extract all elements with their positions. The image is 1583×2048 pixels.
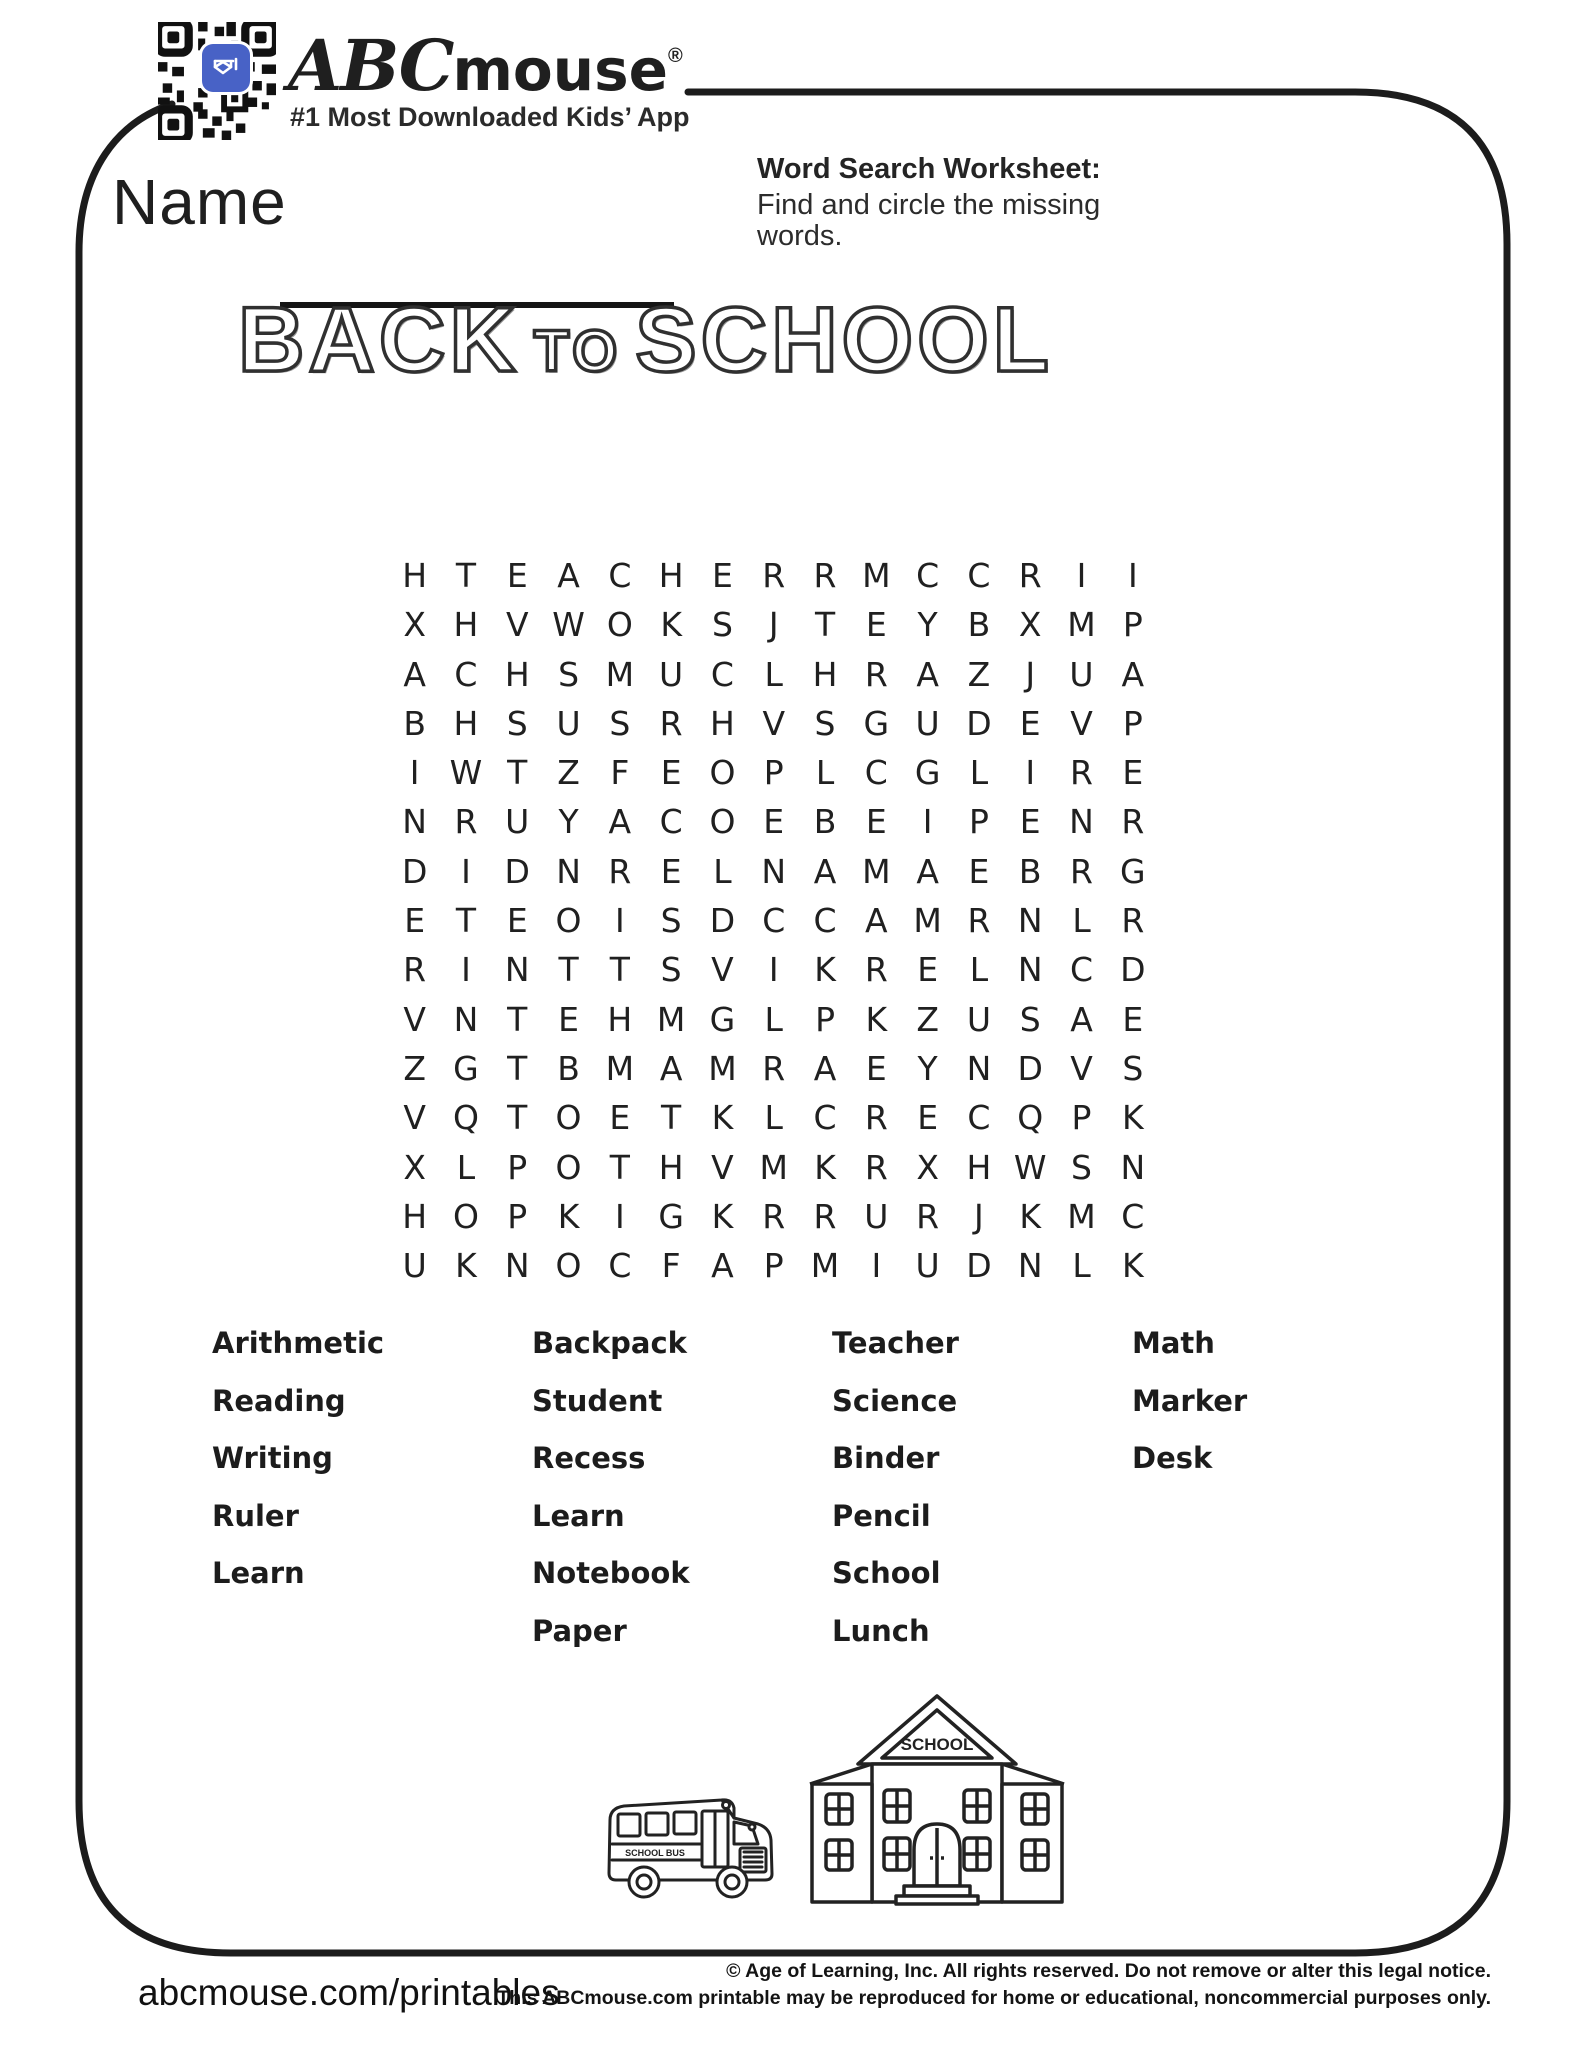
word-column <box>1132 1326 1247 1671</box>
grid-letter: Z <box>916 999 939 1039</box>
grid-letter: C <box>967 556 991 595</box>
grid-letter: T <box>661 1098 682 1138</box>
open-book-icon <box>211 53 241 83</box>
grid-letter: A <box>557 556 580 595</box>
grid-letter: K <box>455 1246 477 1286</box>
grid-letter: E <box>865 605 887 645</box>
grid-letter: M <box>605 654 635 694</box>
grid-row <box>389 1192 1158 1241</box>
grid-letter: F <box>661 1246 681 1286</box>
grid-letter: M <box>1067 605 1096 645</box>
grid-row <box>389 1044 1158 1093</box>
grid-letter: C <box>916 556 940 595</box>
word-column <box>532 1326 832 1671</box>
word-item: Desk <box>1132 1441 1213 1475</box>
grid-letter: R <box>762 1196 786 1236</box>
word-item: School <box>832 1556 941 1590</box>
grid-letter: K <box>1121 1246 1144 1286</box>
grid-letter: P <box>1071 1098 1092 1138</box>
grid-letter: E <box>404 901 426 941</box>
grid-letter: K <box>1019 1196 1042 1236</box>
grid-letter: A <box>711 1246 734 1286</box>
grid-letter: P <box>815 999 835 1039</box>
grid-letter: T <box>609 1147 630 1187</box>
grid-letter: E <box>660 851 682 891</box>
grid-letter: T <box>455 556 477 595</box>
grid-letter: E <box>865 1048 887 1088</box>
grid-letter: U <box>556 703 581 743</box>
word-item: Writing <box>212 1441 333 1475</box>
grid-letter: P <box>763 753 784 793</box>
grid-letter: L <box>456 1147 476 1187</box>
grid-letter: S <box>558 654 580 694</box>
grid-letter: I <box>461 950 471 990</box>
grid-letter: G <box>658 1196 684 1236</box>
word-item: Pencil <box>832 1498 931 1533</box>
grid-letter: D <box>504 851 530 891</box>
school-bus-illustration <box>600 1778 785 1913</box>
grid-letter: Z <box>557 753 580 793</box>
grid-letter: A <box>813 851 837 891</box>
grid-row <box>389 748 1158 797</box>
grid-letter: N <box>504 950 530 990</box>
grid-letter: W <box>449 753 483 793</box>
grid-letter: N <box>1017 950 1043 990</box>
registered-mark: ® <box>667 45 683 67</box>
grid-letter: P <box>1122 605 1143 645</box>
grid-letter: H <box>658 556 684 595</box>
grid-letter: E <box>917 1098 939 1138</box>
grid-letter: P <box>1122 703 1143 743</box>
grid-letter: R <box>813 556 837 595</box>
grid-letter: H <box>453 605 479 645</box>
grid-letter: V <box>403 999 426 1039</box>
grid-letter: E <box>1122 999 1144 1039</box>
grid-letter: V <box>762 703 786 743</box>
grid-letter: E <box>609 1098 631 1138</box>
grid-letter: R <box>454 802 478 842</box>
grid-letter: R <box>813 1196 837 1236</box>
grid-letter: H <box>402 556 428 595</box>
grid-letter: N <box>761 851 787 891</box>
legal-notice <box>497 1958 1491 2013</box>
grid-letter: U <box>915 1246 940 1286</box>
grid-letter: A <box>659 1048 683 1088</box>
grid-letter: L <box>764 1098 783 1138</box>
grid-letter: I <box>768 950 779 990</box>
grid-letter: E <box>506 556 528 595</box>
grid-letter: U <box>402 1246 427 1286</box>
grid-letter: X <box>916 1147 939 1187</box>
grid-letter: B <box>1018 851 1042 891</box>
grid-letter: O <box>452 1196 479 1236</box>
grid-row <box>389 995 1158 1044</box>
grid-letter: Q <box>1017 1098 1044 1138</box>
grid-letter: M <box>708 1048 737 1088</box>
grid-letter: N <box>1017 1246 1043 1286</box>
grid-letter: O <box>709 753 736 793</box>
grid-letter: A <box>1070 999 1093 1039</box>
grid-letter: L <box>764 654 783 694</box>
grid-row <box>389 699 1158 748</box>
grid-letter: O <box>709 802 736 842</box>
grid-letter: H <box>710 703 735 743</box>
legal-line2: This ABCmouse.com printable may be reproduced for home or educational, noncommercial purposes only. <box>497 1987 1491 2010</box>
grid-letter: G <box>914 753 941 793</box>
word-search-grid <box>389 551 1158 1290</box>
grid-letter: D <box>966 703 992 743</box>
word-item: Reading <box>212 1383 346 1418</box>
grid-letter: K <box>814 950 836 990</box>
grid-letter: U <box>966 999 991 1039</box>
grid-letter: Q <box>452 1098 479 1138</box>
grid-letter: V <box>1070 1048 1093 1088</box>
grid-letter: C <box>813 901 837 941</box>
grid-letter: J <box>974 1196 984 1236</box>
word-item: Math <box>1132 1326 1215 1360</box>
grid-letter: K <box>865 999 888 1039</box>
grid-letter: E <box>506 901 528 941</box>
grid-letter: I <box>871 1246 882 1286</box>
grid-letter: I <box>1025 753 1036 793</box>
grid-row <box>389 847 1158 896</box>
word-list <box>212 1326 1247 1671</box>
grid-letter: S <box>1019 999 1041 1039</box>
grid-letter: M <box>656 999 686 1039</box>
grid-letter: B <box>557 1048 580 1088</box>
grid-letter: R <box>1018 556 1042 595</box>
grid-row <box>389 1143 1158 1192</box>
grid-letter: M <box>759 1147 788 1187</box>
legal-line1: © Age of Learning, Inc. All rights reserved. Do not remove or alter this legal notice. <box>726 1960 1491 1982</box>
grid-letter: E <box>1019 703 1041 743</box>
grid-letter: L <box>969 753 989 793</box>
grid-letter: V <box>1070 703 1093 743</box>
grid-letter: B <box>403 703 426 743</box>
grid-letter: D <box>966 1246 992 1286</box>
grid-row <box>389 650 1158 699</box>
grid-letter: K <box>711 1196 734 1236</box>
grid-letter: M <box>862 556 891 595</box>
grid-letter: R <box>967 901 991 941</box>
word-item: Recess <box>532 1441 646 1475</box>
grid-letter: C <box>864 753 888 793</box>
grid-letter: R <box>1121 802 1145 842</box>
grid-row <box>389 551 1158 600</box>
grid-letter: N <box>1120 1147 1146 1187</box>
grid-letter: J <box>1025 654 1036 694</box>
school-building-icon <box>806 1690 1068 1908</box>
grid-letter: T <box>814 605 836 645</box>
word-item: Paper <box>532 1613 627 1648</box>
grid-letter: C <box>608 1246 632 1286</box>
grid-letter: L <box>1072 1246 1091 1286</box>
grid-letter: D <box>709 901 736 941</box>
worksheet-title: Word Search Worksheet: <box>757 153 1101 185</box>
bus-side-label: SCHOOL BUS <box>625 1848 685 1858</box>
grid-letter: U <box>864 1196 889 1236</box>
grid-letter: N <box>556 851 581 891</box>
grid-letter: N <box>966 1048 992 1088</box>
grid-row <box>389 1093 1158 1142</box>
grid-letter: V <box>403 1098 426 1138</box>
grid-letter: V <box>711 950 734 990</box>
grid-letter: Y <box>558 802 579 842</box>
grid-letter: K <box>557 1196 580 1236</box>
grid-letter: R <box>762 1048 786 1088</box>
grid-letter: R <box>608 851 632 891</box>
grid-letter: S <box>660 950 682 990</box>
grid-letter: D <box>1120 950 1146 990</box>
grid-letter: D <box>1017 1048 1043 1088</box>
grid-letter: A <box>916 851 939 891</box>
grid-letter: S <box>660 901 682 941</box>
grid-letter: E <box>558 999 579 1039</box>
grid-letter: I <box>614 901 625 941</box>
word-item: Binder <box>832 1441 940 1475</box>
word-item: Lunch <box>832 1613 930 1648</box>
grid-letter: I <box>614 1196 625 1236</box>
grid-letter: Y <box>917 1048 938 1088</box>
grid-letter: C <box>1121 1196 1145 1236</box>
instructions-line1: Find and circle the missing <box>757 189 1101 221</box>
grid-letter: N <box>504 1246 530 1286</box>
abcmouse-app-icon <box>202 44 250 92</box>
grid-letter: O <box>606 605 633 645</box>
grid-letter: C <box>813 1098 837 1138</box>
word-item: Learn <box>212 1556 305 1590</box>
worksheet-instructions <box>757 190 1100 253</box>
grid-letter: N <box>1017 901 1043 941</box>
grid-letter: Z <box>967 654 991 694</box>
grid-letter: C <box>608 556 632 595</box>
grid-letter: O <box>555 901 582 941</box>
grid-letter: T <box>507 999 528 1039</box>
grid-letter: V <box>505 605 529 645</box>
grid-letter: P <box>968 802 989 842</box>
grid-letter: E <box>917 950 939 990</box>
grid-letter: U <box>659 654 684 694</box>
instructions-line2: words. <box>757 220 843 253</box>
grid-letter: U <box>505 802 530 842</box>
word-item: Teacher <box>832 1326 959 1360</box>
grid-letter: B <box>813 802 837 842</box>
grid-letter: X <box>403 605 426 645</box>
grid-letter: A <box>813 1048 837 1088</box>
brand-tagline: #1 Most Downloaded Kids’ App <box>290 102 690 132</box>
school-sign-label: SCHOOL <box>900 1735 974 1754</box>
grid-letter: W <box>1013 1147 1047 1187</box>
grid-letter: S <box>1122 1048 1144 1088</box>
grid-letter: E <box>968 851 990 891</box>
grid-letter: Y <box>917 605 938 645</box>
word-item: Learn <box>532 1498 625 1533</box>
grid-letter: J <box>768 605 779 645</box>
grid-letter: H <box>504 654 530 694</box>
grid-letter: P <box>763 1246 784 1286</box>
grid-letter: C <box>1069 950 1094 990</box>
word-item: Student <box>532 1383 663 1418</box>
word-item: Notebook <box>532 1556 690 1590</box>
grid-letter: I <box>461 851 471 891</box>
grid-letter: L <box>713 851 732 891</box>
grid-letter: E <box>660 753 682 793</box>
grid-letter: R <box>864 654 888 694</box>
word-item: Science <box>832 1383 958 1418</box>
name-label: Name <box>112 166 287 238</box>
word-item: Marker <box>1132 1383 1248 1418</box>
grid-letter: K <box>1121 1098 1144 1138</box>
grid-letter: A <box>916 654 939 694</box>
grid-letter: R <box>1070 753 1093 793</box>
grid-letter: R <box>659 703 683 743</box>
grid-letter: U <box>915 703 940 743</box>
grid-letter: A <box>865 901 888 941</box>
grid-letter: E <box>712 556 733 595</box>
grid-letter: G <box>453 1048 479 1088</box>
grid-letter: E <box>865 802 887 842</box>
grid-letter: C <box>710 654 734 694</box>
word-item: Ruler <box>212 1498 299 1533</box>
school-building-illustration <box>806 1690 1068 1908</box>
brand-mouse: mouse <box>452 36 668 104</box>
grid-letter: W <box>552 605 585 645</box>
grid-letter: P <box>507 1147 528 1187</box>
grid-letter: U <box>1069 654 1094 694</box>
grid-letter: E <box>1122 753 1144 793</box>
grid-letter: L <box>764 999 783 1039</box>
grid-letter: M <box>913 901 942 941</box>
grid-letter: T <box>609 950 630 990</box>
grid-letter: P <box>507 1196 528 1236</box>
grid-letter: H <box>402 1196 428 1236</box>
grid-letter: S <box>1071 1147 1092 1187</box>
grid-letter: M <box>1067 1196 1096 1236</box>
word-item: Backpack <box>532 1326 687 1360</box>
grid-letter: R <box>864 950 888 990</box>
grid-letter: I <box>1127 556 1138 595</box>
grid-letter: R <box>864 1147 888 1187</box>
grid-letter: I <box>409 753 420 793</box>
grid-letter: T <box>558 950 579 990</box>
grid-letter: C <box>762 901 786 941</box>
grid-letter: N <box>402 802 427 842</box>
word-column <box>832 1326 1132 1671</box>
grid-letter: S <box>711 605 733 645</box>
grid-letter: D <box>401 851 428 891</box>
grid-letter: R <box>916 1196 940 1236</box>
grid-letter: O <box>555 1246 582 1286</box>
brand-wordmark <box>288 24 683 107</box>
grid-letter: O <box>555 1147 582 1187</box>
grid-letter: S <box>814 703 836 743</box>
grid-letter: N <box>1069 802 1094 842</box>
grid-letter: H <box>658 1147 684 1187</box>
grid-letter: A <box>608 802 632 842</box>
school-bus-icon <box>600 1778 785 1913</box>
grid-letter: L <box>815 753 835 793</box>
grid-letter: L <box>1072 901 1091 941</box>
grid-letter: L <box>969 950 989 990</box>
grid-row <box>389 1241 1158 1290</box>
qr-code <box>158 22 276 140</box>
grid-letter: I <box>922 802 933 842</box>
grid-letter: V <box>711 1147 734 1187</box>
grid-letter: G <box>1120 851 1146 891</box>
grid-letter: C <box>967 1098 991 1138</box>
grid-letter: H <box>453 703 479 743</box>
grid-letter: M <box>605 1048 635 1088</box>
grid-letter: I <box>1076 556 1087 595</box>
grid-letter: K <box>814 1147 836 1187</box>
grid-letter: S <box>506 703 528 743</box>
printables-url[interactable]: abcmouse.com/printables <box>138 1972 560 2013</box>
grid-letter: T <box>507 753 528 793</box>
grid-letter: R <box>762 556 786 595</box>
grid-letter: K <box>660 605 682 645</box>
grid-letter: O <box>555 1098 582 1138</box>
grid-letter: G <box>863 703 890 743</box>
grid-letter: X <box>1018 605 1042 645</box>
grid-row <box>389 896 1158 945</box>
grid-letter: A <box>403 654 426 694</box>
grid-letter: K <box>711 1098 734 1138</box>
grid-letter: E <box>763 802 785 842</box>
grid-row <box>389 945 1158 994</box>
grid-letter: H <box>607 999 633 1039</box>
grid-letter: H <box>966 1147 992 1187</box>
grid-row <box>389 797 1158 846</box>
word-column <box>212 1326 532 1671</box>
grid-letter: Z <box>403 1048 426 1088</box>
grid-letter: N <box>453 999 479 1039</box>
title-word-school: SCHOOL <box>635 289 1053 391</box>
grid-row <box>389 600 1158 649</box>
grid-letter: S <box>609 703 631 743</box>
grid-letter: M <box>810 1246 840 1286</box>
grid-letter: G <box>709 999 736 1039</box>
grid-letter: R <box>1070 851 1093 891</box>
grid-letter: E <box>1019 802 1041 842</box>
grid-letter: F <box>610 753 630 793</box>
grid-letter: C <box>659 802 683 842</box>
grid-letter: C <box>454 654 478 694</box>
puzzle-title <box>238 288 1053 393</box>
grid-letter: R <box>1121 901 1145 941</box>
grid-letter: T <box>507 1098 528 1138</box>
grid-letter: T <box>455 901 477 941</box>
grid-letter: B <box>967 605 991 645</box>
grid-letter: R <box>403 950 427 990</box>
brand-abc: ABC <box>288 24 453 107</box>
grid-letter: T <box>507 1048 528 1088</box>
title-word-back: BACK <box>238 289 520 391</box>
grid-letter: A <box>1121 654 1145 694</box>
grid-letter: H <box>812 654 838 694</box>
grid-letter: X <box>403 1147 426 1187</box>
word-item: Arithmetic <box>212 1326 385 1360</box>
grid-letter: M <box>862 851 891 891</box>
grid-letter: R <box>864 1098 888 1138</box>
title-word-to: TO <box>533 319 622 384</box>
